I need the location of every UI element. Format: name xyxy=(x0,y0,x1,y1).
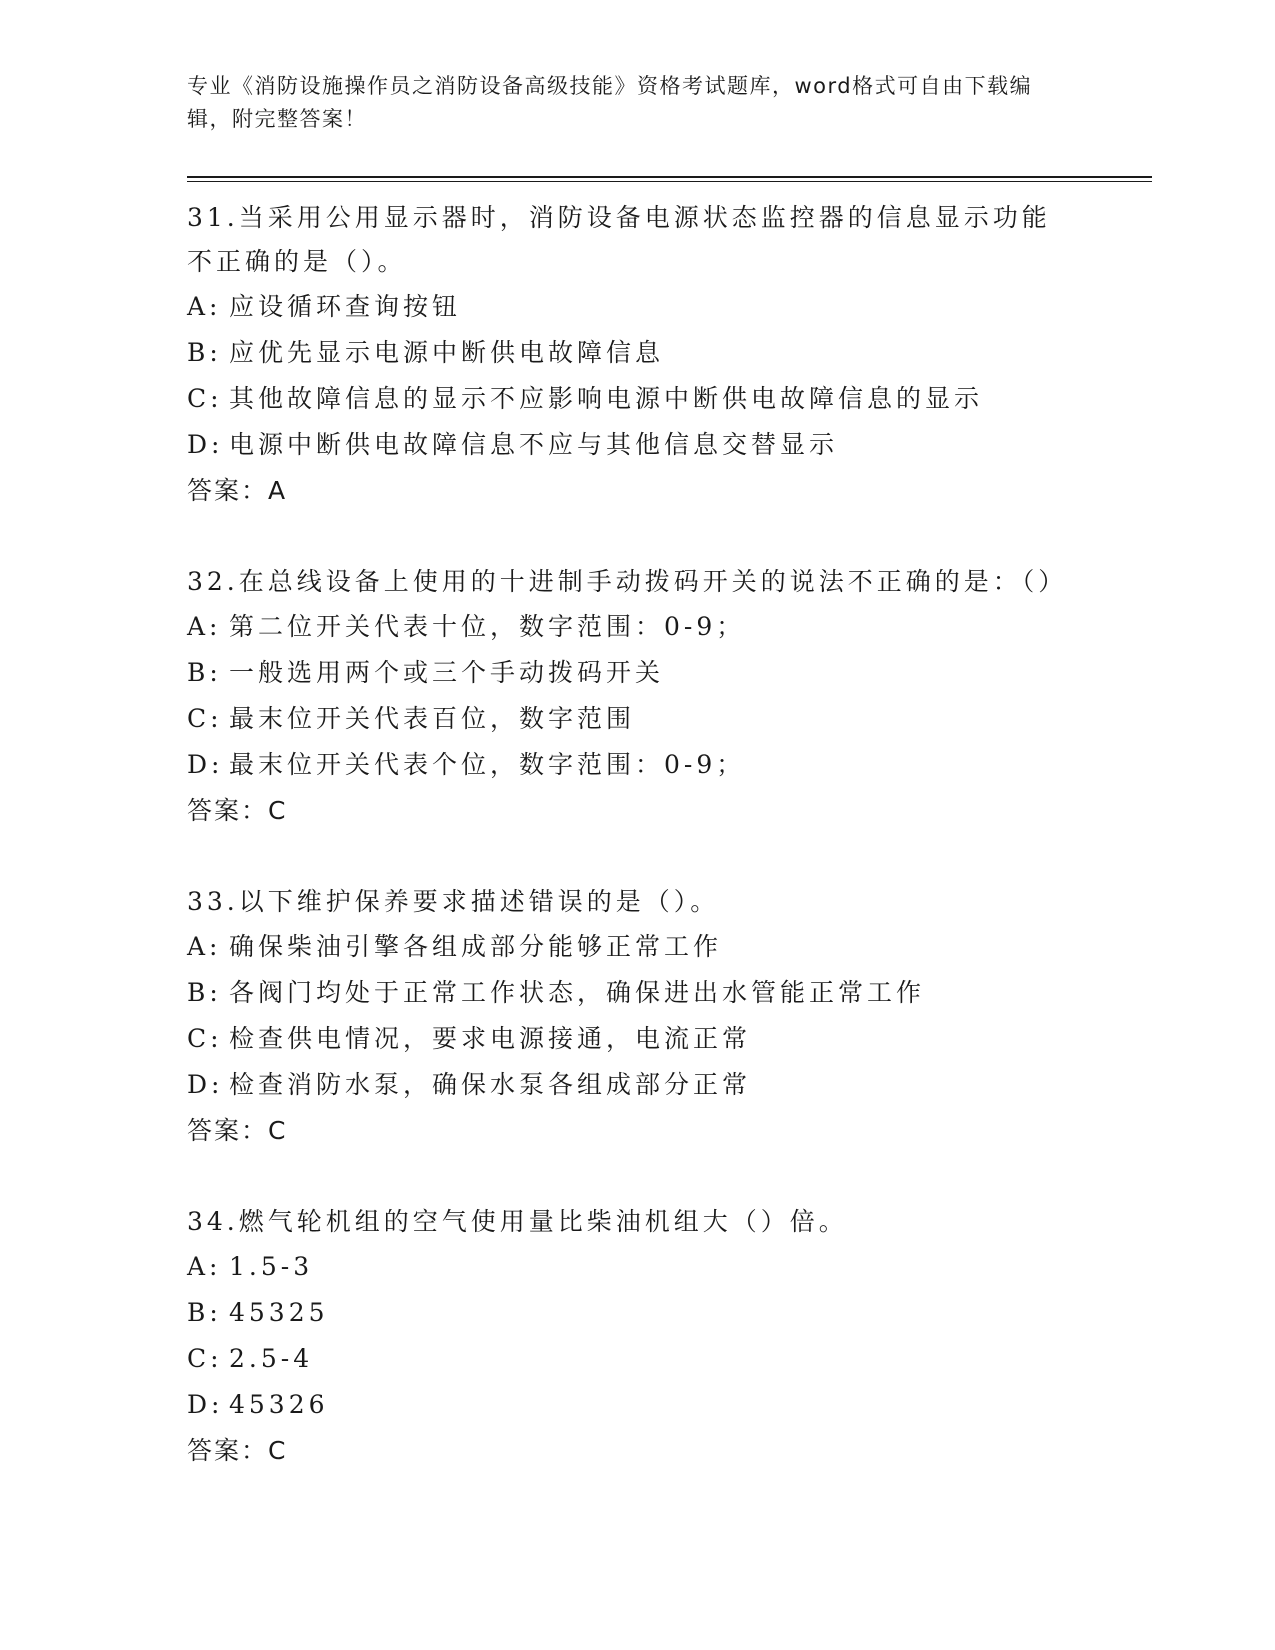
option-text: 45325 xyxy=(229,1298,329,1327)
option-text: 检查消防水泵，确保水泵各组成部分正常 xyxy=(229,1070,752,1099)
option-text: 1.5-3 xyxy=(229,1252,314,1281)
option-letter: A: xyxy=(187,932,222,961)
document-header: 专业《消防设施操作员之消防设备高级技能》资格考试题库，word格式可自由下载编辑，附完整答案！ xyxy=(187,74,1033,131)
option-letter: D: xyxy=(187,750,224,779)
option-letter: B: xyxy=(187,1298,222,1327)
question-32 xyxy=(187,560,1152,834)
option-letter: C: xyxy=(187,384,223,413)
option-c xyxy=(187,1016,1152,1062)
option-text: 2.5-4 xyxy=(229,1344,314,1373)
option-letter: D: xyxy=(187,1070,224,1099)
question-list xyxy=(187,196,1152,1474)
option-d xyxy=(187,742,1152,788)
option-c xyxy=(187,376,1152,422)
option-letter: D: xyxy=(187,430,224,459)
answer-line: 答案：A xyxy=(187,476,288,505)
option-text: 45326 xyxy=(229,1390,329,1419)
question-33 xyxy=(187,880,1152,1154)
option-text: 各阀门均处于正常工作状态，确保进出水管能正常工作 xyxy=(229,978,926,1007)
option-text: 应设循环查询按钮 xyxy=(229,292,462,321)
option-b xyxy=(187,330,1152,376)
option-a xyxy=(187,924,1152,970)
option-c xyxy=(187,1336,1152,1382)
option-letter: D: xyxy=(187,1390,224,1419)
option-letter: A: xyxy=(187,292,222,321)
option-d xyxy=(187,1382,1152,1428)
answer-line: 答案：C xyxy=(187,1436,288,1465)
option-text: 确保柴油引擎各组成部分能够正常工作 xyxy=(229,932,723,961)
option-text: 最末位开关代表百位，数字范围 xyxy=(229,704,636,733)
document-page xyxy=(187,70,1152,1520)
option-d xyxy=(187,422,1152,468)
option-letter: C: xyxy=(187,1024,223,1053)
question-stem: 33.以下维护保养要求描述错误的是（）。 xyxy=(187,887,720,916)
option-text: 应优先显示电源中断供电故障信息 xyxy=(229,338,665,367)
option-letter: B: xyxy=(187,978,222,1007)
question-34 xyxy=(187,1200,1152,1474)
question-stem: 34.燃气轮机组的空气使用量比柴油机组大（）倍。 xyxy=(187,1207,848,1236)
option-text: 第二位开关代表十位，数字范围：0-9； xyxy=(229,612,746,641)
option-a xyxy=(187,604,1152,650)
option-letter: B: xyxy=(187,658,222,687)
question-stem: 31.当采用公用显示器时，消防设备电源状态监控器的信息显示功能不正确的是（）。 xyxy=(187,203,1051,276)
option-a xyxy=(187,1244,1152,1290)
option-a xyxy=(187,284,1152,330)
option-c xyxy=(187,696,1152,742)
option-letter: B: xyxy=(187,338,222,367)
option-b xyxy=(187,650,1152,696)
option-letter: C: xyxy=(187,704,223,733)
answer-line: 答案：C xyxy=(187,796,288,825)
question-stem: 32.在总线设备上使用的十进制手动拨码开关的说法不正确的是：（） xyxy=(187,567,1068,596)
option-text: 一般选用两个或三个手动拨码开关 xyxy=(229,658,665,687)
answer-line: 答案：C xyxy=(187,1116,288,1145)
option-b xyxy=(187,970,1152,1016)
question-31 xyxy=(187,196,1152,514)
option-letter: A: xyxy=(187,1252,222,1281)
option-text: 其他故障信息的显示不应影响电源中断供电故障信息的显示 xyxy=(229,384,984,413)
option-text: 检查供电情况，要求电源接通，电流正常 xyxy=(229,1024,752,1053)
header-divider xyxy=(187,176,1152,182)
option-text: 最末位开关代表个位，数字范围：0-9； xyxy=(229,750,746,779)
option-letter: A: xyxy=(187,612,222,641)
option-letter: C: xyxy=(187,1344,223,1373)
option-text: 电源中断供电故障信息不应与其他信息交替显示 xyxy=(229,430,839,459)
option-d xyxy=(187,1062,1152,1108)
option-b xyxy=(187,1290,1152,1336)
